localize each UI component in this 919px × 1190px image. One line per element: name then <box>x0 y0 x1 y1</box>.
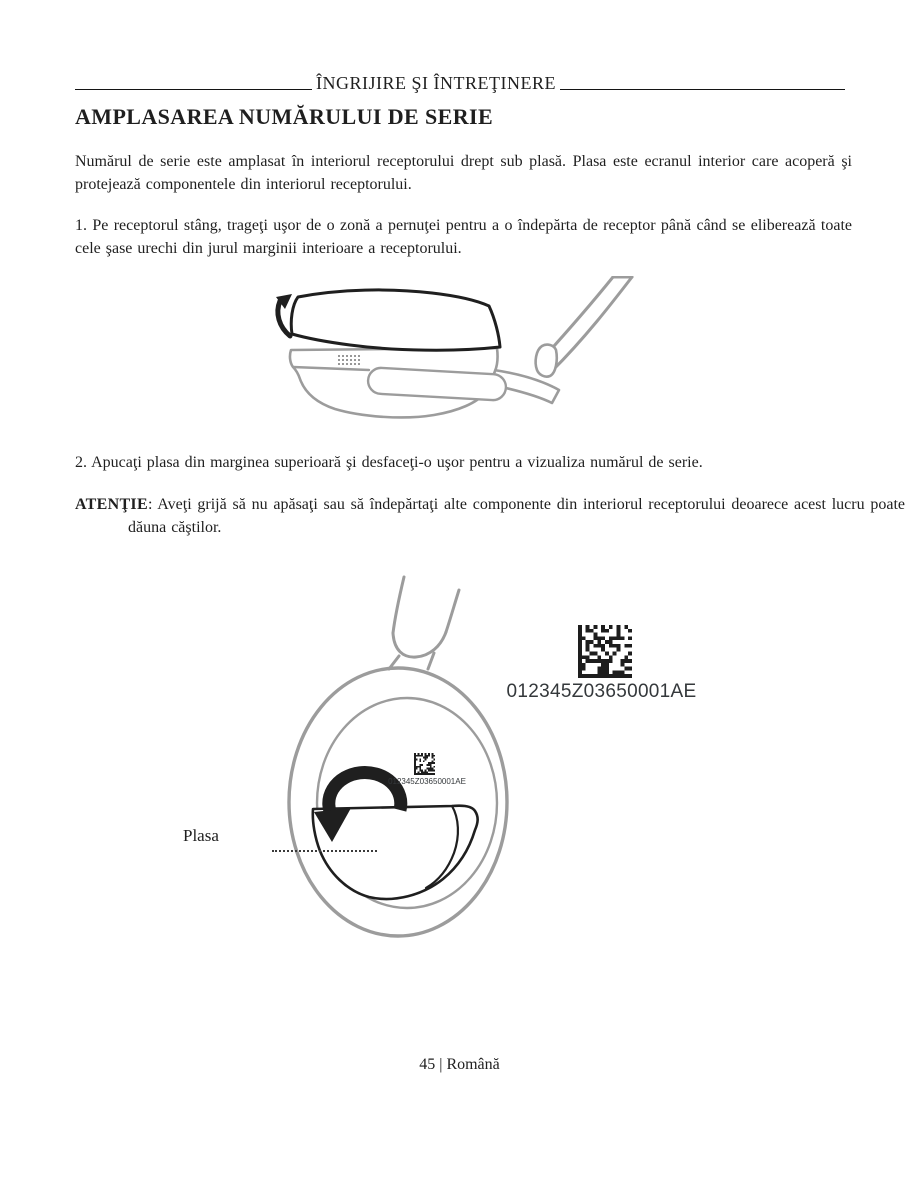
headband-fork <box>389 577 459 669</box>
caution-paragraph <box>75 493 905 539</box>
cushion-outline <box>291 290 500 350</box>
page-footer: 45 | Română <box>419 1056 500 1073</box>
page-header <box>75 63 845 93</box>
mesh-label: Plasa <box>183 826 219 845</box>
caution-label: ATENŢIE <box>75 496 148 513</box>
datamatrix-barcode-small <box>414 753 435 775</box>
lift-arrow-icon <box>276 294 292 336</box>
intro-paragraph: Numărul de serie este amplasat în interiorul receptorului drept sub plasă. Plasa este ecranul interior care acoperă şi protejează componentele din interiorul receptorului. <box>75 153 852 193</box>
serial-number: 012345Z03650001AE <box>506 681 697 702</box>
caution-separator: : <box>147 496 158 513</box>
mesh-leader-line <box>272 850 377 852</box>
figure-cushion-removal <box>265 276 675 434</box>
section-title: AMPLASAREA NUMĂRULUI DE SERIE <box>75 104 494 129</box>
serial-number-small: 012345Z03650001AE <box>388 777 466 786</box>
step-1-paragraph: 1. Pe receptorul stâng, trageţi uşor de o zonă a pernuţei pentru a o îndepărta de receptor până când se eliberează toate cele şase urechi din jurul marginii interioare a receptorului. <box>75 217 852 257</box>
headband-joint <box>536 345 557 377</box>
datamatrix-barcode-large <box>578 625 632 678</box>
figure-serial-location <box>260 560 710 960</box>
step-2-paragraph: 2. Apucaţi plasa din marginea superioară şi desfaceţi-o uşor pentru a vizualiza numărul de serie. <box>75 454 703 471</box>
header-rule-left <box>75 88 312 90</box>
header-title: ÎNGRIJIRE ŞI ÎNTREŢINERE <box>316 73 556 93</box>
header-rule-right <box>560 88 845 90</box>
caution-text: Aveţi grijă să nu apăsaţi sau să îndepărtaţi alte componente din interiorul receptorului deoarece acest lucru poate dăuna căştilor. <box>128 496 906 536</box>
